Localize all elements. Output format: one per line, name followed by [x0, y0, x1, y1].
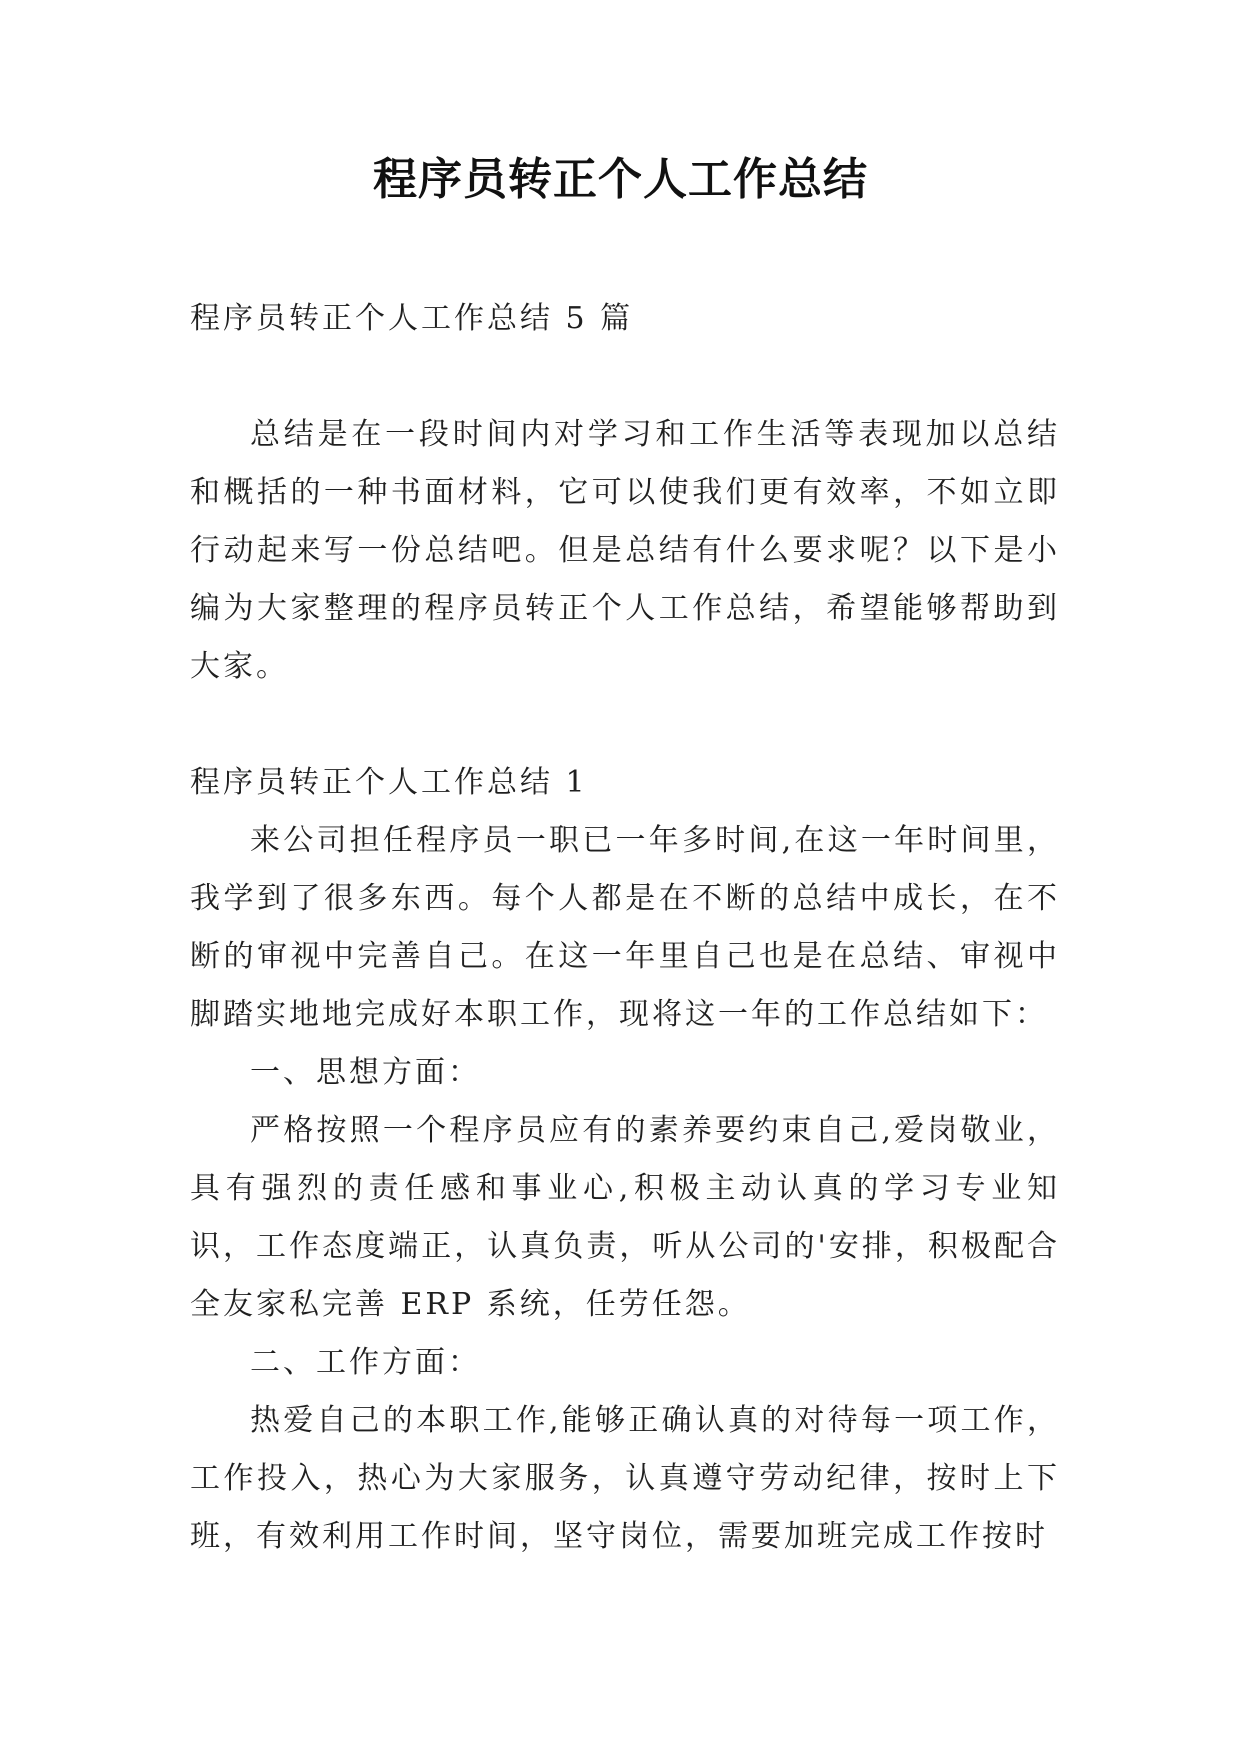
intro-paragraph: 总结是在一段时间内对学习和工作生活等表现加以总结和概括的一种书面材料，它可以使我们更有效率，不如立即行动起来写一份总结吧。但是总结有什么要求呢？以下是小编为大家整理的程序员转正个人工作总结，希望能够帮助到大家。	[190, 417, 1060, 684]
document-body	[190, 290, 1060, 1566]
section-heading: 程序员转正个人工作总结 1	[190, 765, 588, 800]
part-heading-work: 二、工作方面：	[250, 1345, 481, 1380]
spacer	[190, 696, 1060, 754]
section-paragraph: 来公司担任程序员一职已一年多时间,在这一年时间里，我学到了很多东西。每个人都是在不断的总结中成长，在不断的审视中完善自己。在这一年里自己也是在总结、审视中脚踏实地地完成好本职工作，现将这一年的工作总结如下：	[190, 823, 1060, 1032]
part-heading-thought: 一、思想方面：	[250, 1055, 481, 1090]
spacer	[190, 348, 1060, 406]
document-subtitle: 程序员转正个人工作总结 5 篇	[190, 301, 634, 336]
document-title: 程序员转正个人工作总结	[373, 154, 868, 205]
part-body-work: 热爱自己的本职工作,能够正确认真的对待每一项工作，工作投入，热心为大家服务，认真遵守劳动纪律，按时上下班，有效利用工作时间，坚守岗位，需要加班完成工作按时	[190, 1403, 1060, 1554]
part-body-thought: 严格按照一个程序员应有的素养要约束自己,爱岗敬业，具有强烈的责任感和事业心,积极主动认真的学习专业知识，工作态度端正，认真负责，听从公司的'安排，积极配合全友家私完善 ERP 系统，任劳任怨。	[190, 1113, 1060, 1322]
